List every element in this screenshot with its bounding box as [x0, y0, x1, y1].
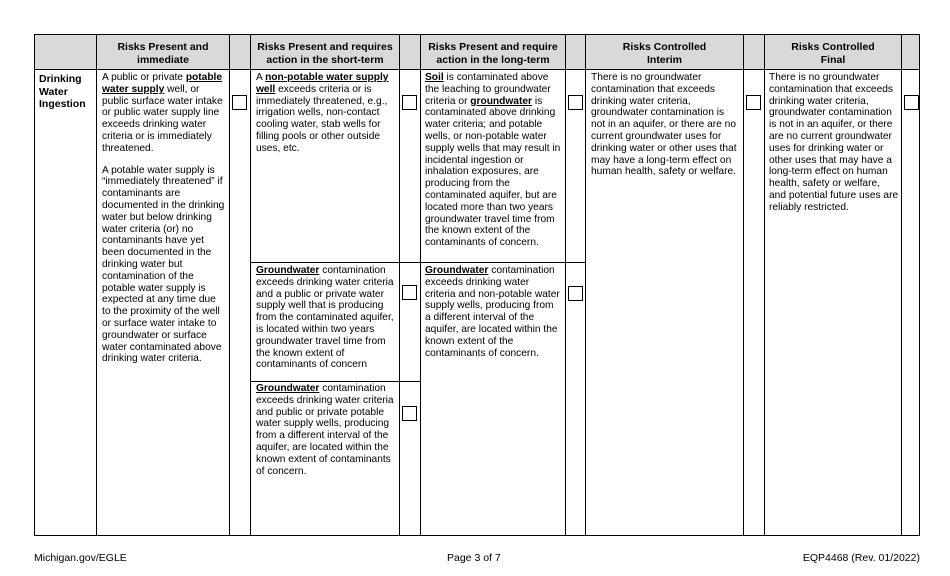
- cell-short-term-b: [256, 265, 396, 371]
- cell-text: is contaminated above the leaching to groundwater criteria or: [425, 72, 551, 107]
- grid-line: [420, 262, 586, 263]
- checkbox-short-term-c[interactable]: [402, 406, 417, 421]
- term-groundwater: Groundwater: [425, 265, 489, 276]
- checkbox-controlled-interim[interactable]: [746, 95, 761, 110]
- cell-text: A: [256, 72, 266, 83]
- cell-text: contamination exceeds drinking water criteria and public or private potable water supply wells, producing from a different interval of the aquifer, are located within the known extent of contaminants of concern.: [256, 383, 394, 477]
- row-label-drinking-water: Drinking Water Ingestion: [39, 73, 86, 110]
- cell-text: well, or public surface water intake or public water supply line exceeds drinking water criteria or is immediately threatened.: [102, 83, 223, 154]
- header-risks-present-immediate: Risks Present and immediate: [117, 41, 209, 66]
- grid-line: [250, 381, 421, 382]
- cell-text: exceeds criteria or is immediately threatened, e.g., irrigation wells, non-contact cooling water, stab wells for filling pools or other outside uses, etc.: [256, 83, 388, 154]
- checkbox-short-term-b[interactable]: [402, 285, 417, 300]
- cell-text: A potable water supply is “immediately threatened” if contaminants are documented in the drinking water but below drinking water criteria (or) no contaminants have yet been documented in the drinking water but contamination of the potable water supply is expected at any time due to the proximity of the well or surface water intake to groundwater or surface water contaminated above drinking water criteria.: [102, 164, 225, 365]
- header-risks-controlled-interim: Risks Controlled Interim: [622, 41, 707, 66]
- checkbox-long-term-b[interactable]: [568, 286, 583, 301]
- footer-website: Michigan.gov/EGLE: [34, 552, 127, 564]
- term-groundwater: Groundwater: [256, 265, 320, 276]
- grid-line: [399, 35, 400, 535]
- term-groundwater: groundwater: [470, 95, 532, 107]
- header-risks-long-term: Risks Present and require action in the long-term: [428, 41, 558, 66]
- header-risks-short-term: Risks Present and requires action in the short-term: [257, 41, 393, 66]
- grid-line: [901, 35, 902, 535]
- checkbox-short-term-a[interactable]: [402, 95, 417, 110]
- grid-line: [764, 35, 765, 535]
- footer-page-number: Page 3 of 7: [447, 552, 501, 564]
- cell-short-term-c: [256, 383, 396, 477]
- term-potable-water-supply: potable water supply: [102, 72, 223, 95]
- cell-text: is contaminated above drinking water criteria; and potable wells, or non-potable water supply wells that may result in incidental ingestion or inhalation exposures, are producing from the contaminated aquifer, but are located more than two years groundwater travel time from the known extent of the contaminants of concern.: [425, 95, 561, 249]
- header-risks-controlled-final: Risks Controlled Final: [791, 41, 875, 66]
- grid-line: [229, 35, 230, 535]
- grid-line: [743, 35, 744, 535]
- cell-short-term-a: [256, 72, 396, 155]
- cell-immediate: [102, 72, 226, 375]
- risk-table: [34, 34, 920, 536]
- cell-controlled-final: There is no groundwater contamination that exceeds drinking water criteria, groundwater contamination is not in an aquifer, or there are no current groundwater uses for drinking water or other uses that may have a long-term effect on human health, safety or welfare, and potential future uses are reliably restricted.: [769, 72, 899, 213]
- checkbox-immediate[interactable]: [232, 95, 247, 110]
- cell-text: contamination exceeds drinking water criteria and non-potable water supply wells, producing from a different interval of the aquifer, are located within the known extent of the contaminants of concern.: [425, 265, 560, 359]
- grid-line: [250, 35, 251, 535]
- cell-controlled-interim: There is no groundwater contamination that exceeds drinking water criteria, groundwater contamination is not in an aquifer, or there are no current groundwater uses for drinking water or other uses that may have a long-term effect on human health, safety or welfare.: [591, 72, 737, 178]
- cell-long-term-b: [425, 265, 562, 359]
- checkbox-controlled-final[interactable]: [904, 95, 919, 110]
- term-groundwater: Groundwater: [256, 383, 320, 394]
- grid-line: [420, 35, 421, 535]
- grid-line: [565, 35, 566, 535]
- grid-line: [585, 35, 586, 535]
- footer-form-number: EQP4468 (Rev. 01/2022): [802, 552, 920, 564]
- term-non-potable-well: non-potable water supply well: [256, 72, 389, 95]
- term-soil: Soil: [425, 72, 444, 83]
- cell-text: contamination exceeds drinking water criteria and a public or private water supply well that is producing from the contaminated aquifer, is located within two years groundwater travel time from the known extent of contaminants of concern: [256, 265, 394, 371]
- cell-text: A public or private: [102, 72, 186, 83]
- checkbox-long-term-a[interactable]: [568, 95, 583, 110]
- grid-line: [250, 262, 421, 263]
- grid-line: [96, 35, 97, 535]
- cell-long-term-a: [425, 72, 562, 249]
